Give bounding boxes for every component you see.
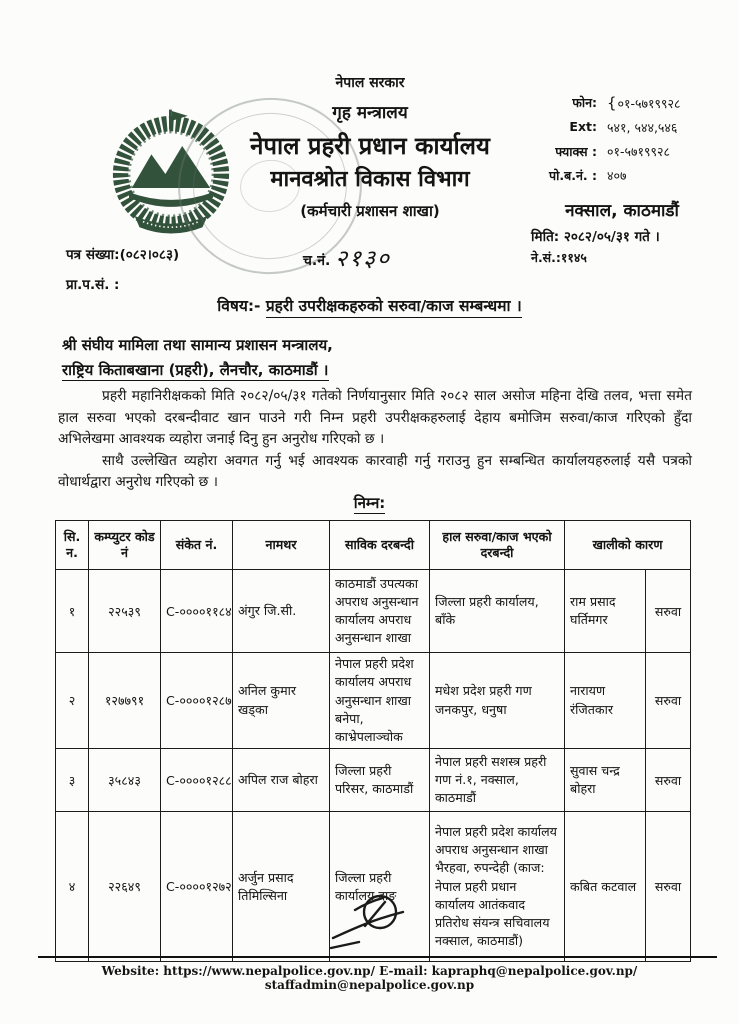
col-header-vacancy-reason: खालीको कारण: [565, 521, 691, 570]
cell-symbol: C-००००११८४: [161, 570, 233, 653]
recipient-address: [62, 333, 333, 383]
cell-code: ३५८४३: [89, 749, 161, 812]
cell-name: अनिल कुमार खड्का: [233, 653, 330, 749]
cell-vacancy: कबित कटवाल: [565, 812, 646, 962]
cell-name: अपिल राज बोहरा: [233, 749, 330, 812]
subject-line: [0, 294, 739, 316]
cell-previous: जिल्ला प्रहरी कार्यालय दाङ: [330, 812, 430, 962]
fax-row: [531, 143, 731, 160]
ministry-name: गृह मन्त्रालय: [332, 103, 408, 124]
footer-divider: [38, 956, 717, 958]
signature-mark: [325, 890, 425, 962]
phone-row: [531, 94, 731, 112]
cell-symbol: C-००००१२८७: [161, 653, 233, 749]
dispatch-number-value: २१३०: [335, 246, 392, 272]
cell-name: अंगुर जि.सी.: [233, 570, 330, 653]
cell-symbol: C-००००१२८८: [161, 749, 233, 812]
cell-previous: जिल्ला प्रहरी परिसर, काठमाडौं: [330, 749, 430, 812]
phone-label: फोन:: [572, 95, 597, 110]
letter-body: [58, 386, 692, 494]
office-name: नेपाल प्रहरी प्रधान कार्यालय: [250, 132, 490, 161]
cell-current: नेपाल प्रहरी प्रदेश कार्यालय अपराध अनुसन्धान शाखा भैरहवा, रुपन्देही (काज: नेपाल प्रहरी प्रधान कार्यालय आतंकवाद प्रतिरोध संयन्त्र सचिवालय नक्साल, काठमाडौं): [430, 812, 565, 962]
cell-sn: ४: [56, 812, 89, 962]
dispatch-number-label: च.नं.: [303, 253, 331, 269]
contact-block: [531, 94, 731, 266]
col-header-sn: सि. न.: [56, 521, 89, 570]
footer-contact-line: Website: https://www.nepalpolice.gov.np/ E-mail: kapraphq@nepalpolice.gov.np/ staffadmin@nepalpolice.gov.np: [101, 964, 638, 992]
cell-previous: नेपाल प्रहरी प्रदेश कार्यालय अपराध अनुसन्धान शाखा बनेपा, काभ्रेपलाञ्चोक: [330, 653, 430, 749]
cell-sn: ३: [56, 749, 89, 812]
cell-name: अर्जुन प्रसाद तिमिल्सिना: [233, 812, 330, 962]
dispatch-number: [303, 240, 391, 272]
cell-current: नेपाल प्रहरी सशस्त्र प्रहरी गण नं.१, नक्साल, काठमाडौं: [430, 749, 565, 812]
recipient-line-2: राष्ट्रिय किताबखाना (प्रहरी), लैनचौर, काठमाडौं ।: [62, 361, 329, 379]
table-header-row: [56, 521, 691, 570]
government-name: नेपाल सरकार: [335, 75, 405, 91]
letter-date: मिति: २०८२/०५/३१ गते ।: [531, 229, 660, 245]
body-paragraph-1: प्रहरी महानिरीक्षकको मिति २०८२/०५/३१ गतेको निर्णयानुसार मिति २०८२ साल असोज महिना देखि तलव, भत्ता समेत हाल सरुवा भएको दरबन्दीवाट खान पाउने गरी निम्न प्रहरी उपरीक्षकहरुलाई देहाय बमोजिम सरुवा/काज गरिएको हुँदा अभिलेखमा आवश्यक व्यहोरा जनाई दिनु हुन अनुरोध गरिएको छ ।: [58, 388, 692, 447]
fax-value: ०१-५७१९९२८: [607, 144, 671, 159]
letterhead: [150, 76, 590, 219]
department-name: मानवश्रोत विकास विभाग: [270, 167, 470, 193]
recipient-line-1: श्री संघीय मामिला तथा सामान्य प्रशासन मन्त्रालय,: [62, 336, 333, 354]
cell-vacancy: नारायण रंजितकार: [565, 653, 646, 749]
pobox-label: पो.ब.नं. :: [548, 168, 597, 183]
cell-symbol: C-००००१२७२: [161, 812, 233, 962]
letter-number: पत्र संख्या:(०८२।०८३): [66, 247, 180, 263]
cell-previous: काठमाडौं उपत्यका अपराध अनुसन्धान कार्यालय अपराध अनुसन्धान शाखा: [330, 570, 430, 653]
subject-text: प्रहरी उपरीक्षकहरुको सरुवा/काज सम्बन्धमा ।: [266, 297, 522, 318]
office-location: नक्साल, काठमाडौं: [565, 201, 679, 221]
nepal-sambat: ने.सं.:११४५: [531, 250, 587, 265]
cell-reason: सरुवा: [646, 653, 691, 749]
table-title: निम्न:: [353, 494, 386, 512]
fax-label: फ्याक्स :: [555, 144, 597, 159]
phone-value: {०१-५७१९९२८: [607, 94, 681, 112]
ext-row: [531, 119, 731, 136]
cell-vacancy: राम प्रसाद घर्तिमगर: [565, 570, 646, 653]
cell-vacancy: सुवास चन्द्र बोहरा: [565, 749, 646, 812]
cell-current: जिल्ला प्रहरी कार्यालय, बाँके: [430, 570, 565, 653]
cell-reason: सरुवा: [646, 749, 691, 812]
cell-sn: २: [56, 653, 89, 749]
body-paragraph-2: साथै उल्लेखित व्यहोरा अवगत गर्नु भई आवश्यक कारवाही गर्नु गराउनु हुन सम्बन्धित कार्यालयहरुलाई यसै पत्रको वोधार्थद्वारा अनुरोध गरिएको छ ।: [58, 452, 692, 490]
pra-pa-sa-label: प्रा.प.सं. :: [66, 277, 120, 293]
table-row: [56, 749, 691, 812]
col-header-name: नामथर: [233, 521, 330, 570]
table-row: [56, 653, 691, 749]
cell-reason: सरुवा: [646, 812, 691, 962]
subject-label: विषय:-: [217, 297, 261, 315]
pobox-row: [531, 167, 731, 184]
cell-reason: सरुवा: [646, 570, 691, 653]
col-header-computer-code: कम्प्युटर कोड नं: [89, 521, 161, 570]
brace-glyph: {: [607, 94, 617, 112]
branch-name: (कर्मचारी प्रशासन शाखा): [300, 201, 440, 220]
col-header-current-posting: हाल सरुवा/काज भएको दरबन्दी: [430, 521, 565, 570]
ext-value: ५४१, ५४४,५४६: [607, 120, 678, 135]
cell-sn: १: [56, 570, 89, 653]
cell-code: २२६४९: [89, 812, 161, 962]
cell-current: मधेश प्रदेश प्रहरी गण जनकपुर, धनुषा: [430, 653, 565, 749]
cell-code: २२५३९: [89, 570, 161, 653]
cell-code: १२७७९१: [89, 653, 161, 749]
col-header-symbol-no: संकेत नं.: [161, 521, 233, 570]
col-header-previous-posting: साविक दरबन्दी: [330, 521, 430, 570]
ext-label: Ext:: [569, 119, 597, 134]
table-row: [56, 570, 691, 653]
pobox-value: ४०७: [607, 168, 627, 183]
